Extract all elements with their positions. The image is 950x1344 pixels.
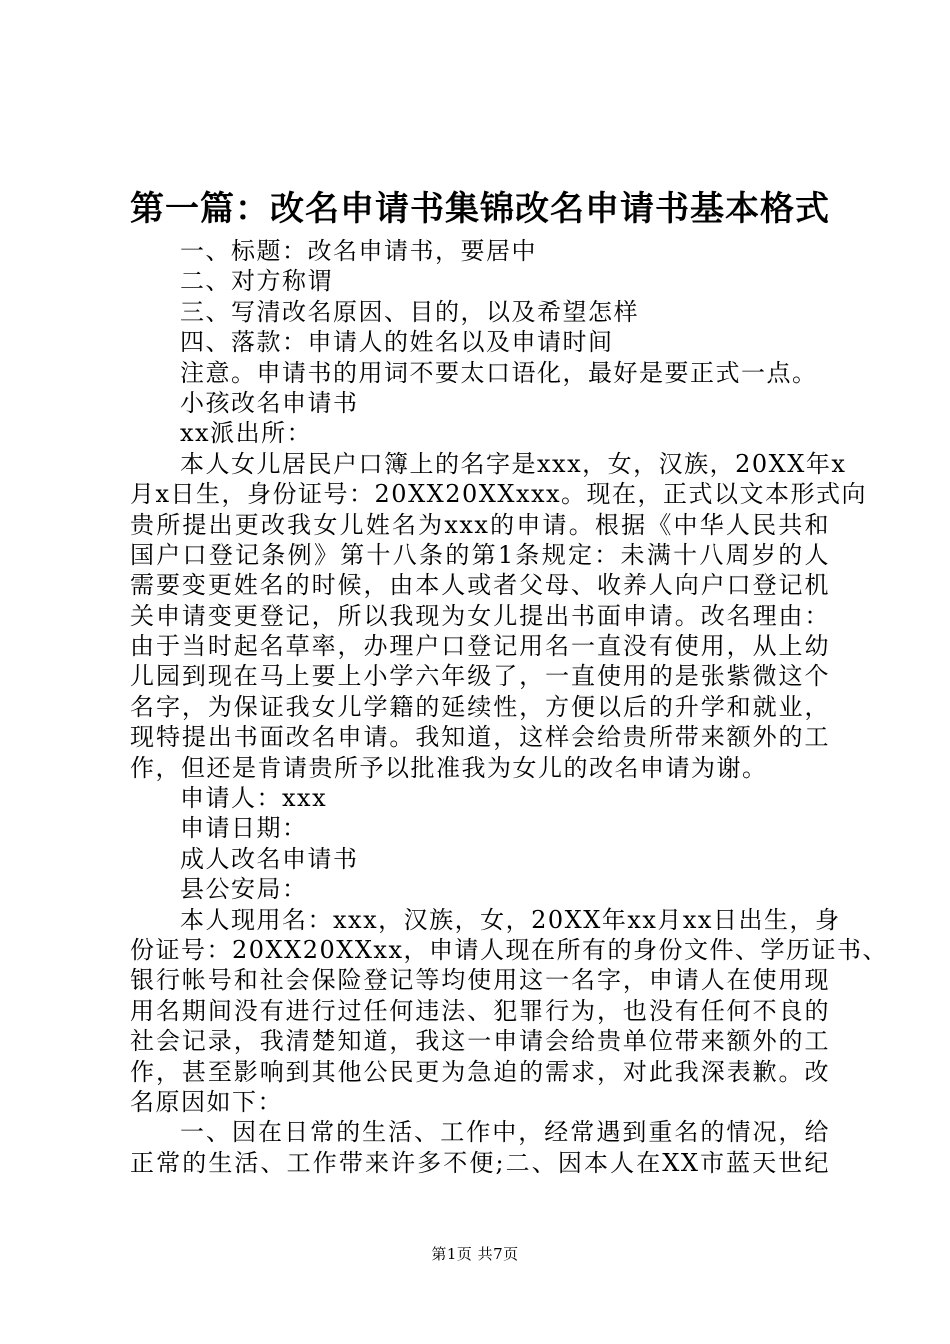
paragraph-line: 银行帐号和社会保险登记等均使用这一名字，申请人在使用现: [130, 966, 830, 995]
paragraph-line: 四、落款：申请人的姓名以及申请时间: [180, 328, 614, 357]
paragraph-line: 用名期间没有进行过任何违法、犯罪行为，也没有任何不良的: [130, 996, 830, 1025]
document-title: 第一篇：改名申请书集锦改名申请书基本格式: [130, 189, 830, 229]
paragraph-line: 一、因在日常的生活、工作中，经常遇到重名的情况，给: [180, 1118, 830, 1147]
paragraph-line: 贵所提出更改我女儿姓名为xxx的申请。根据《中华人民共和: [130, 510, 830, 539]
paragraph-line: 二、对方称谓: [180, 267, 333, 296]
section-heading: 成人改名申请书: [180, 844, 359, 873]
paragraph-line: 月x日生，身份证号：20XX20XXxxx。现在，正式以文本形式向: [130, 480, 868, 509]
paragraph-line: 国户口登记条例》第十八条的第1条规定：未满十八周岁的人: [130, 540, 830, 569]
page-footer: 第1页 共7页: [431, 1245, 519, 1263]
paragraph-line: 份证号：20XX20XXxx，申请人现在所有的身份文件、学历证书、: [130, 935, 888, 964]
paragraph-line: 现特提出书面改名申请。我知道，这样会给贵所带来额外的工: [130, 723, 830, 752]
document-body: [130, 236, 888, 1178]
paragraph-line: 本人女儿居民户口簿上的名字是xxx，女，汉族，20XX年x: [180, 449, 847, 478]
paragraph-line: 由于当时起名草率，办理户口登记用名一直没有使用，从上幼: [130, 632, 830, 661]
paragraph-line: 正常的生活、工作带来许多不便;二、因本人在XX市蓝天世纪: [130, 1148, 830, 1177]
paragraph-line: 儿园到现在马上要上小学六年级了，一直使用的是张紫微这个: [130, 662, 830, 691]
salutation: 县公安局：: [180, 875, 308, 904]
section-heading: 小孩改名申请书: [180, 388, 359, 417]
paragraph-line: 名原因如下：: [130, 1087, 283, 1116]
paragraph-line: 作，甚至影响到其他公民更为急迫的需求，对此我深表歉。改: [130, 1057, 830, 1086]
paragraph-line: 需要变更姓名的时候，由本人或者父母、收养人向户口登记机: [130, 571, 830, 600]
salutation: xx派出所：: [180, 419, 313, 448]
applicant-line: 申请人：xxx: [180, 784, 328, 813]
paragraph-line: 三、写清改名原因、目的，以及希望怎样: [180, 297, 639, 326]
paragraph-line: 本人现用名：xxx，汉族，女，20XX年xx月xx日出生，身: [180, 905, 841, 934]
paragraph-line: 名字，为保证我女儿学籍的延续性，方便以后的升学和就业，: [130, 692, 830, 721]
paragraph-line: 社会记录，我清楚知道，我这一申请会给贵单位带来额外的工: [130, 1027, 830, 1056]
date-line: 申请日期：: [180, 814, 308, 843]
paragraph-line: 关申请变更登记，所以我现为女儿提出书面申请。改名理由：: [130, 601, 830, 630]
paragraph-line: 作，但还是肯请贵所予以批准我为女儿的改名申请为谢。: [130, 753, 768, 782]
paragraph-line: 注意。申请书的用词不要太口语化，最好是要正式一点。: [180, 358, 818, 387]
paragraph-line: 一、标题：改名申请书，要居中: [180, 237, 537, 265]
